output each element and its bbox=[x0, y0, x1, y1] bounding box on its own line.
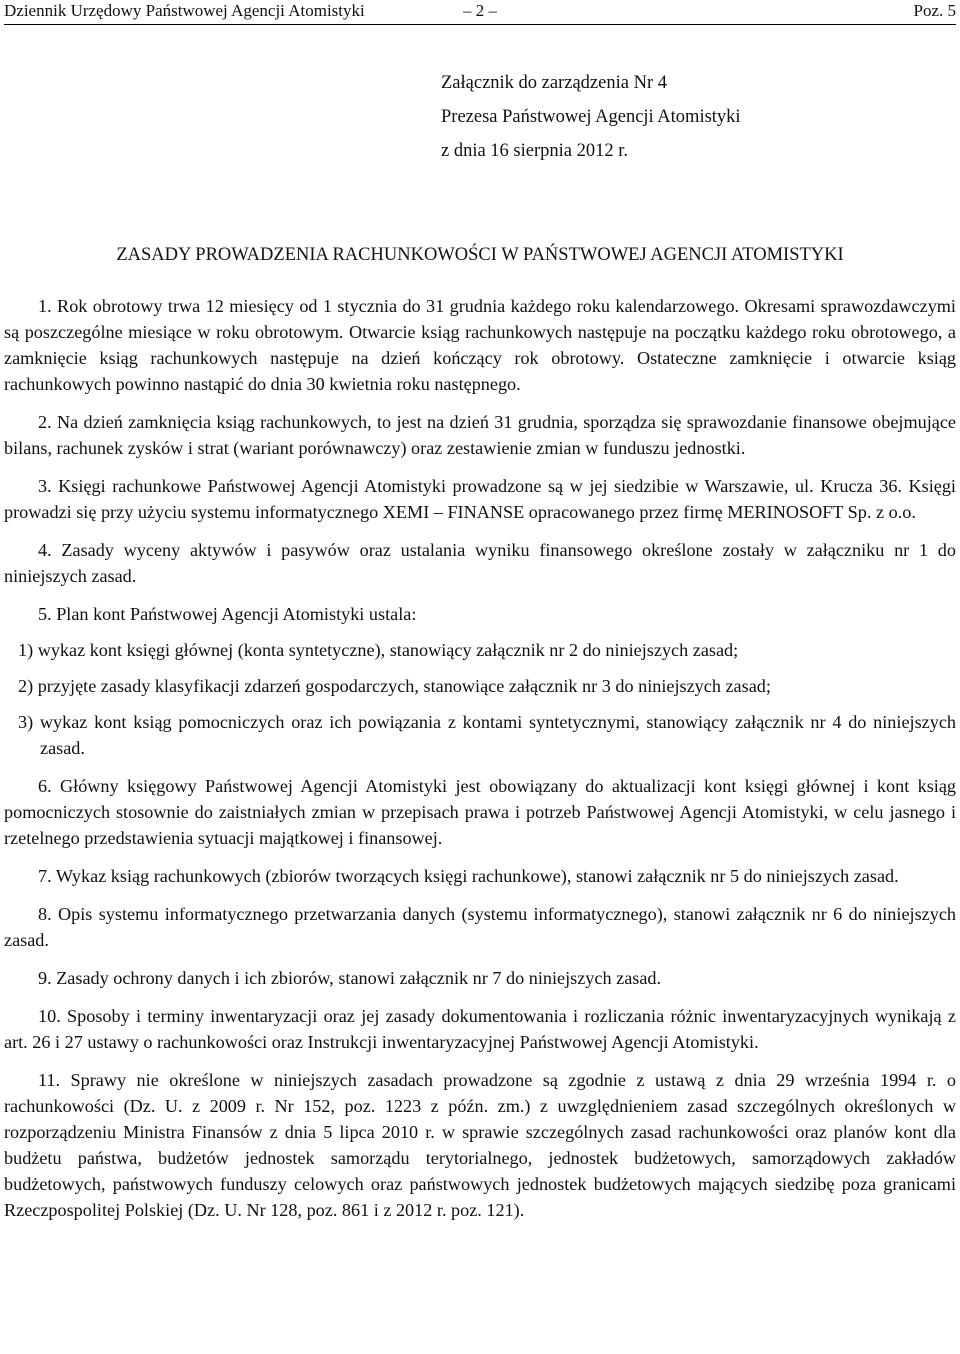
paragraph-11: 11. Sprawy nie określone w niniejszych zasadach prowadzone są zgodnie z ustawą z dnia 29 września 1994 r. o rachunkowości (Dz. U. z 2009 r. Nr 152, poz. 1223 z późn. zm.) z uwzględnieniem zasad szczególnych określonych w rozporządzeniu Ministra Finansów z dnia 5 lipca 2010 r. w sprawie szczególnych zasad rachunkowości oraz planów kont dla budżetu państwa, budżetów jednostek samorządu terytorialnego, jednostek budżetowych, samorządowych zakładów budżetowych, państwowych funduszy celowych oraz państwowych jednostek budżetowych mających siedzibę poza granicami Rzeczpospolitej Polskiej (Dz. U. Nr 128, poz. 861 i z 2012 r. poz. 121). bbox=[4, 1070, 956, 1220]
paragraph-4: 4. Zasady wyceny aktywów i pasywów oraz ustalania wyniku finansowego określone zostały w załączniku nr 1 do niniejszych zasad. bbox=[4, 540, 956, 586]
paragraph-7: 7. Wykaz ksiąg rachunkowych (zbiorów tworzących księgi rachunkowe), stanowi załącznik nr 5 do niniejszych zasad. bbox=[38, 866, 899, 886]
paragraph-1: 1. Rok obrotowy trwa 12 miesięcy od 1 stycznia do 31 grudnia każdego roku kalendarzowego. Okresami sprawozdawczymi są poszczególne miesiące w roku obrotowym. Otwarcie ksiąg rachunkowych następuje na początku każdego roku obrotowego, a zamknięcie ksiąg rachunkowych następuje na dzień kończący rok obrotowy. Ostateczne zamknięcie i otwarcie ksiąg rachunkowych powinno nastąpić do dnia 30 kwietnia roku następnego. bbox=[4, 296, 956, 394]
list-item-3: 3) wykaz kont ksiąg pomocniczych oraz ich powiązania z kontami syntetycznymi, stanowiący załącznik nr 4 do niniejszych zasad. bbox=[18, 712, 956, 758]
page-number: – 2 – bbox=[463, 1, 497, 20]
attachment-line-3: z dnia 16 sierpnia 2012 r. bbox=[441, 141, 629, 161]
list-item-2: 2) przyjęte zasady klasyfikacji zdarzeń gospodarczych, stanowiące załącznik nr 3 do niniejszych zasad; bbox=[18, 676, 771, 696]
paragraph-8: 8. Opis systemu informatycznego przetwarzania danych (systemu informatycznego), stanowi załącznik nr 6 do niniejszych zasad. bbox=[4, 904, 956, 950]
attachment-line-2: Prezesa Państwowej Agencji Atomistyki bbox=[441, 107, 741, 127]
page-header bbox=[4, 0, 956, 25]
journal-name: Dziennik Urzędowy Państwowej Agencji Atomistyki bbox=[4, 1, 365, 20]
attachment-block bbox=[441, 70, 741, 172]
paragraph-10: 10. Sposoby i terminy inwentaryzacji oraz jej zasady dokumentowania i rozliczania różnic inwentaryzacyjnych wynikają z art. 26 i 27 ustawy o rachunkowości oraz Instrukcji inwentaryzacyjnej Państwowej Agencji Atomistyki. bbox=[4, 1006, 956, 1052]
paragraph-6: 6. Główny księgowy Państwowej Agencji Atomistyki jest obowiązany do aktualizacji kont księgi głównej i kont ksiąg pomocniczych stosownie do zaistniałych zmian w przepisach prawa i potrzeb Państwowej Agencji Atomistyki, w celu jasnego i rzetelnego przedstawienia sytuacji majątkowej i finansowej. bbox=[4, 776, 956, 848]
paragraph-2: 2. Na dzień zamknięcia ksiąg rachunkowych, to jest na dzień 31 grudnia, sporządza się sprawozdanie finansowe obejmujące bilans, rachunek zysków i strat (wariant porównawczy) oraz zestawienie zmian w funduszu jednostki. bbox=[4, 412, 956, 458]
paragraph-3: 3. Księgi rachunkowe Państwowej Agencji Atomistyki prowadzone są w jej siedzibie w Warszawie, ul. Krucza 36. Księgi prowadzi się przy użyciu systemu informatycznego XEMI – FINANSE opracowanego przez firmę MERINOSOFT Sp. z o.o. bbox=[4, 476, 956, 522]
list-item-1: 1) wykaz kont księgi głównej (konta syntetyczne), stanowiący załącznik nr 2 do niniejszych zasad; bbox=[18, 640, 739, 660]
position-number: Poz. 5 bbox=[913, 1, 956, 20]
document-body bbox=[4, 293, 956, 1223]
attachment-line-1: Załącznik do zarządzenia Nr 4 bbox=[441, 73, 667, 93]
paragraph-9: 9. Zasady ochrony danych i ich zbiorów, stanowi załącznik nr 7 do niniejszych zasad. bbox=[38, 968, 662, 988]
document-title: ZASADY PROWADZENIA RACHUNKOWOŚCI W PAŃSTWOWEJ AGENCJI ATOMISTYKI bbox=[116, 245, 844, 265]
paragraph-5: 5. Plan kont Państwowej Agencji Atomistyki ustala: bbox=[38, 604, 417, 624]
